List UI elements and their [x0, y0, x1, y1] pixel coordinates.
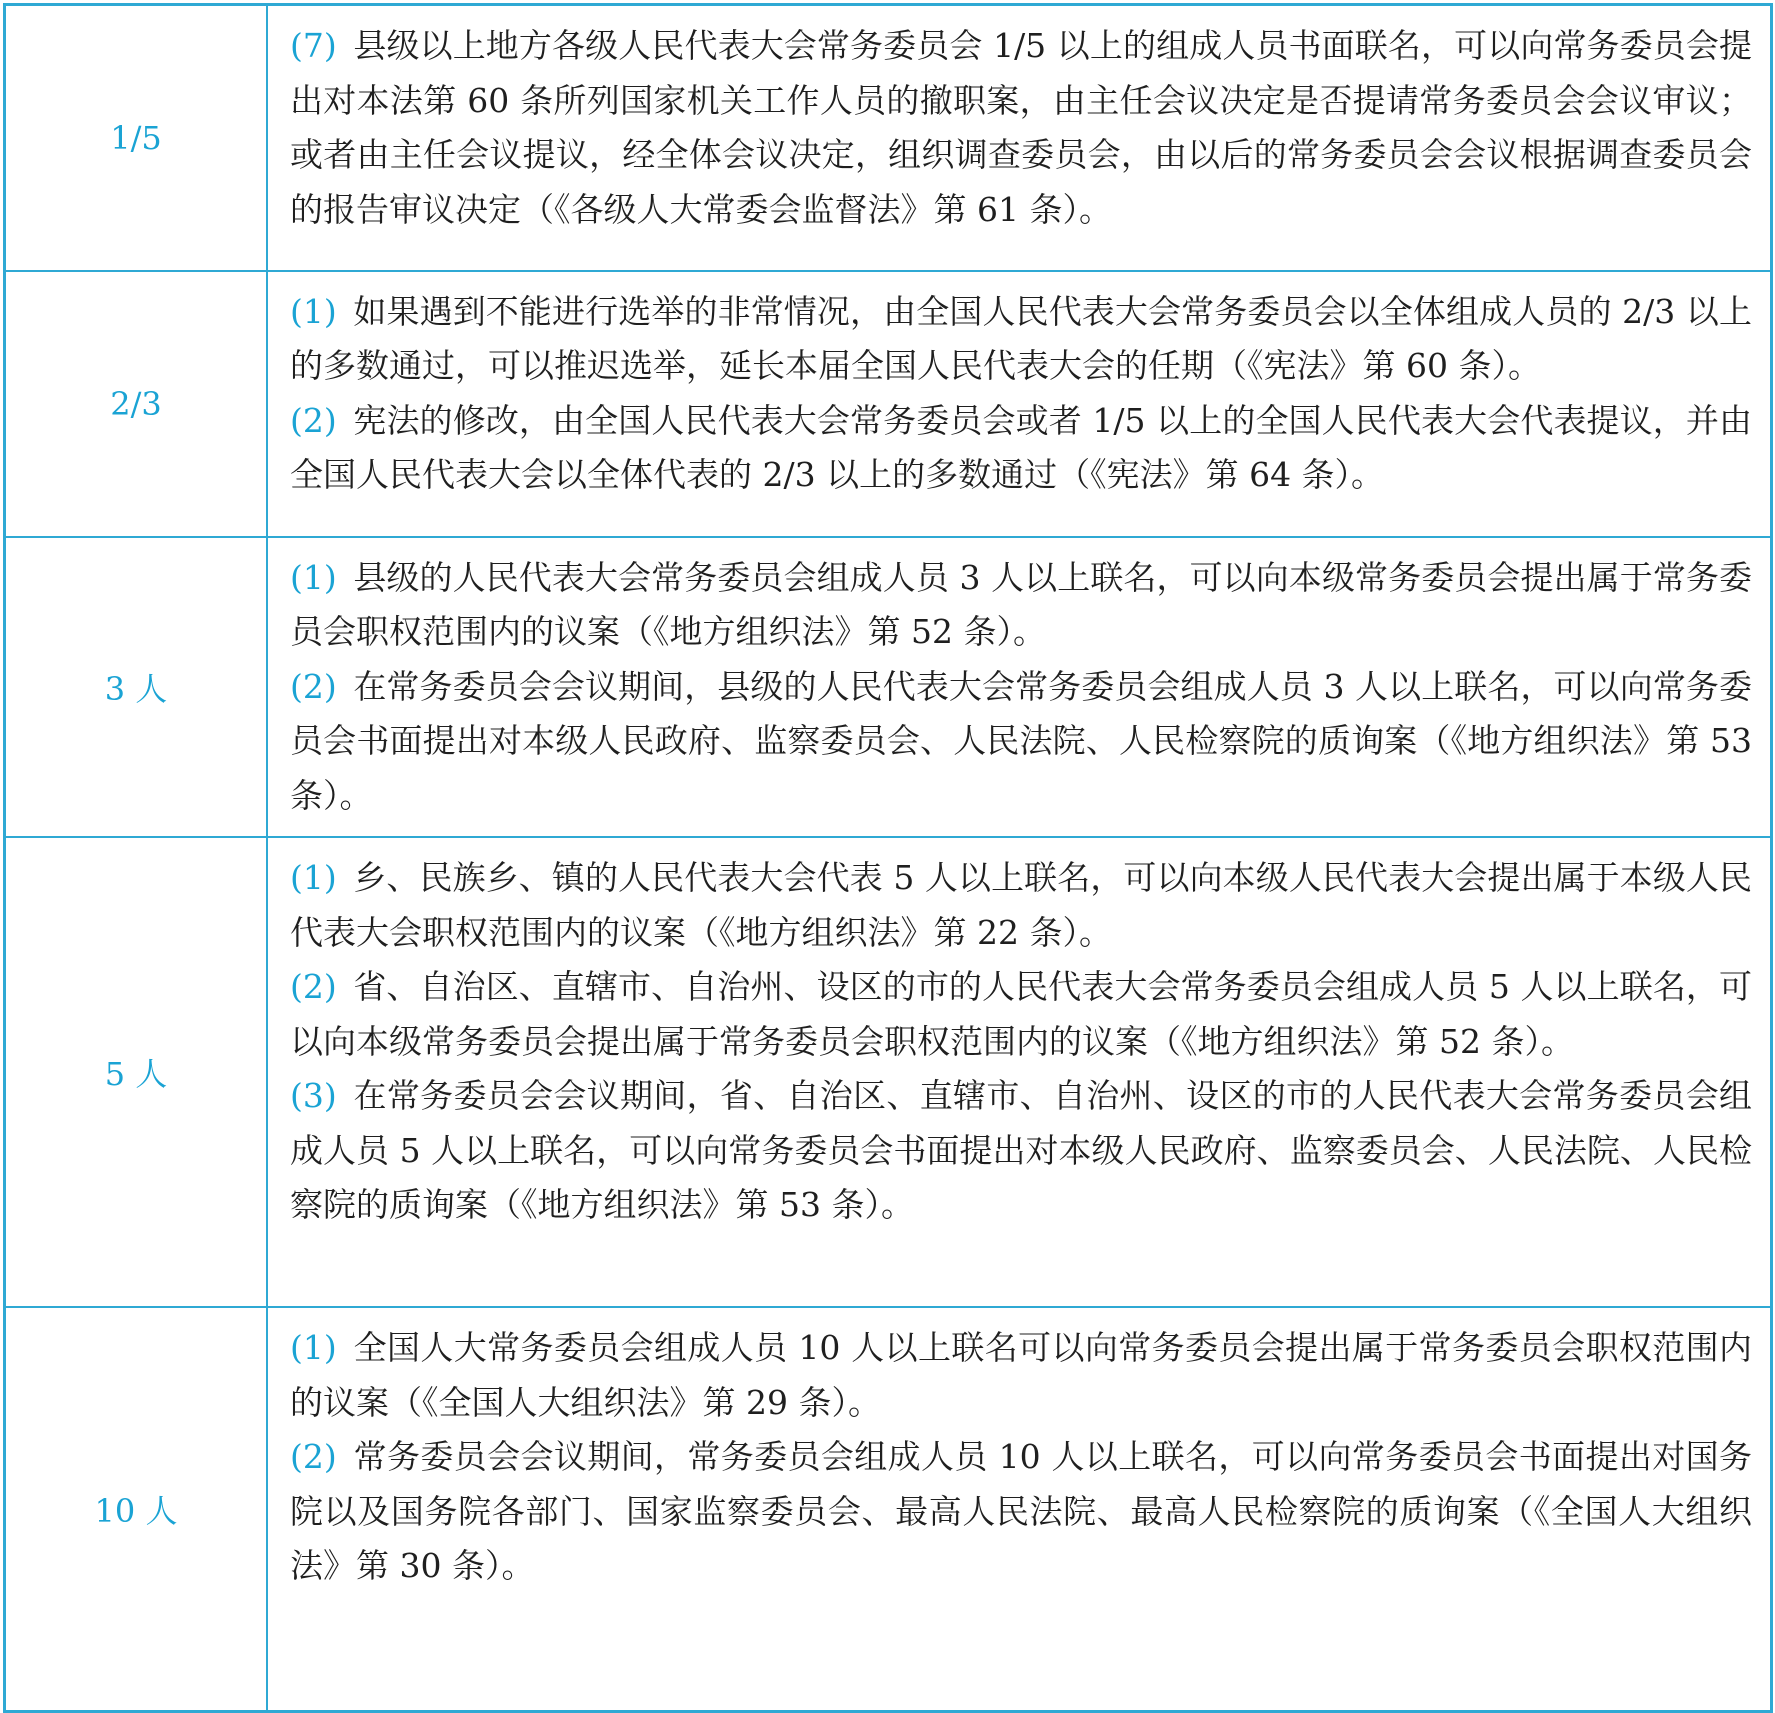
item-number: (1)	[290, 291, 337, 331]
threshold-cell	[5, 5, 268, 271]
item-number: (2)	[290, 1437, 337, 1476]
provision-item	[290, 1321, 1752, 1430]
item-number: (1)	[290, 1328, 337, 1367]
provision-cell	[267, 1307, 1772, 1711]
item-text: 常务委员会会议期间，常务委员会组成人员 10 人以上联名，可以向常务委员会书面提出对国务院以及国务院各部门、国家监察委员会、最高人民法院、最高人民检察院的质询案（《全国人大组织法》第 30 条）。	[290, 1437, 1752, 1585]
item-text: 省、自治区、直辖市、自治州、设区的市的人民代表大会常务委员会组成人员 5 人以上联名，可以向本级常务委员会提出属于常务委员会职权范围内的议案（《地方组织法》第 52 条）。	[290, 967, 1752, 1061]
table-row	[5, 271, 1772, 537]
table-row	[5, 5, 1772, 271]
provision-cell	[267, 837, 1772, 1307]
provision-item	[290, 1069, 1752, 1233]
item-text: 县级以上地方各级人民代表大会常务委员会 1/5 以上的组成人员书面联名，可以向常务委员会提出对本法第 60 条所列国家机关工作人员的撤职案，由主任会议决定是否提请常务委员会会议审议；或者由主任会议提议，经全体会议决定，组织调查委员会，由以后的常务委员会会议根据调查委员会的报告审议决定（《各级人大常委会监督法》第 61 条）。	[290, 26, 1752, 229]
threshold-label: 2/3	[110, 384, 162, 423]
threshold-label: 1/5	[110, 118, 162, 157]
item-text: 在常务委员会会议期间，省、自治区、直辖市、自治州、设区的市的人民代表大会常务委员会组成人员 5 人以上联名，可以向常务委员会书面提出对本级人民政府、监察委员会、人民法院、人民检察院的质询案（《地方组织法》第 53 条）。	[290, 1076, 1752, 1224]
provision-item	[290, 1430, 1752, 1594]
threshold-label: 10 人	[94, 1491, 178, 1530]
threshold-cell	[5, 537, 268, 838]
item-number: (7)	[290, 26, 337, 65]
threshold-cell	[5, 837, 268, 1307]
item-text: 如果遇到不能进行选举的非常情况，由全国人民代表大会常务委员会以全体组成人员的 2/3 以上的多数通过，可以推迟选举，延长本届全国人民代表大会的任期（《宪法》第 60 条）。	[290, 291, 1752, 385]
table-row	[5, 837, 1772, 1307]
threshold-cell	[5, 1307, 268, 1711]
item-text: 在常务委员会会议期间，县级的人民代表大会常务委员会组成人员 3 人以上联名，可以向常务委员会书面提出对本级人民政府、监察委员会、人民法院、人民检察院的质询案（《地方组织法》第 53 条）。	[290, 666, 1752, 815]
item-number: (1)	[290, 557, 337, 597]
provision-item	[290, 285, 1752, 394]
item-number: (1)	[290, 858, 337, 897]
provision-item	[290, 551, 1752, 660]
provision-item	[290, 851, 1752, 960]
provision-cell	[267, 5, 1772, 271]
threshold-label: 5 人	[104, 1055, 168, 1093]
provision-item	[290, 394, 1752, 503]
provision-item	[290, 660, 1752, 824]
provision-item	[290, 960, 1752, 1069]
item-text: 县级的人民代表大会常务委员会组成人员 3 人以上联名，可以向本级常务委员会提出属于常务委员会职权范围内的议案（《地方组织法》第 52 条）。	[290, 557, 1752, 651]
item-number: (2)	[290, 400, 337, 440]
threshold-label: 3 人	[104, 669, 168, 708]
item-text: 乡、民族乡、镇的人民代表大会代表 5 人以上联名，可以向本级人民代表大会提出属于本级人民代表大会职权范围内的议案（《地方组织法》第 22 条）。	[290, 858, 1752, 952]
table-row	[5, 537, 1772, 838]
provision-item	[290, 19, 1752, 237]
item-text: 宪法的修改，由全国人民代表大会常务委员会或者 1/5 以上的全国人民代表大会代表提议，并由全国人民代表大会以全体代表的 2/3 以上的多数通过（《宪法》第 64 条）。	[290, 400, 1752, 494]
threshold-table	[3, 3, 1773, 1713]
table-row	[5, 1307, 1772, 1711]
item-number: (2)	[290, 666, 337, 706]
item-number: (3)	[290, 1076, 337, 1115]
item-text: 全国人大常务委员会组成人员 10 人以上联名可以向常务委员会提出属于常务委员会职权范围内的议案（《全国人大组织法》第 29 条）。	[290, 1328, 1752, 1422]
provision-cell	[267, 271, 1772, 537]
provision-cell	[267, 537, 1772, 838]
item-number: (2)	[290, 967, 337, 1006]
threshold-cell	[5, 271, 268, 537]
